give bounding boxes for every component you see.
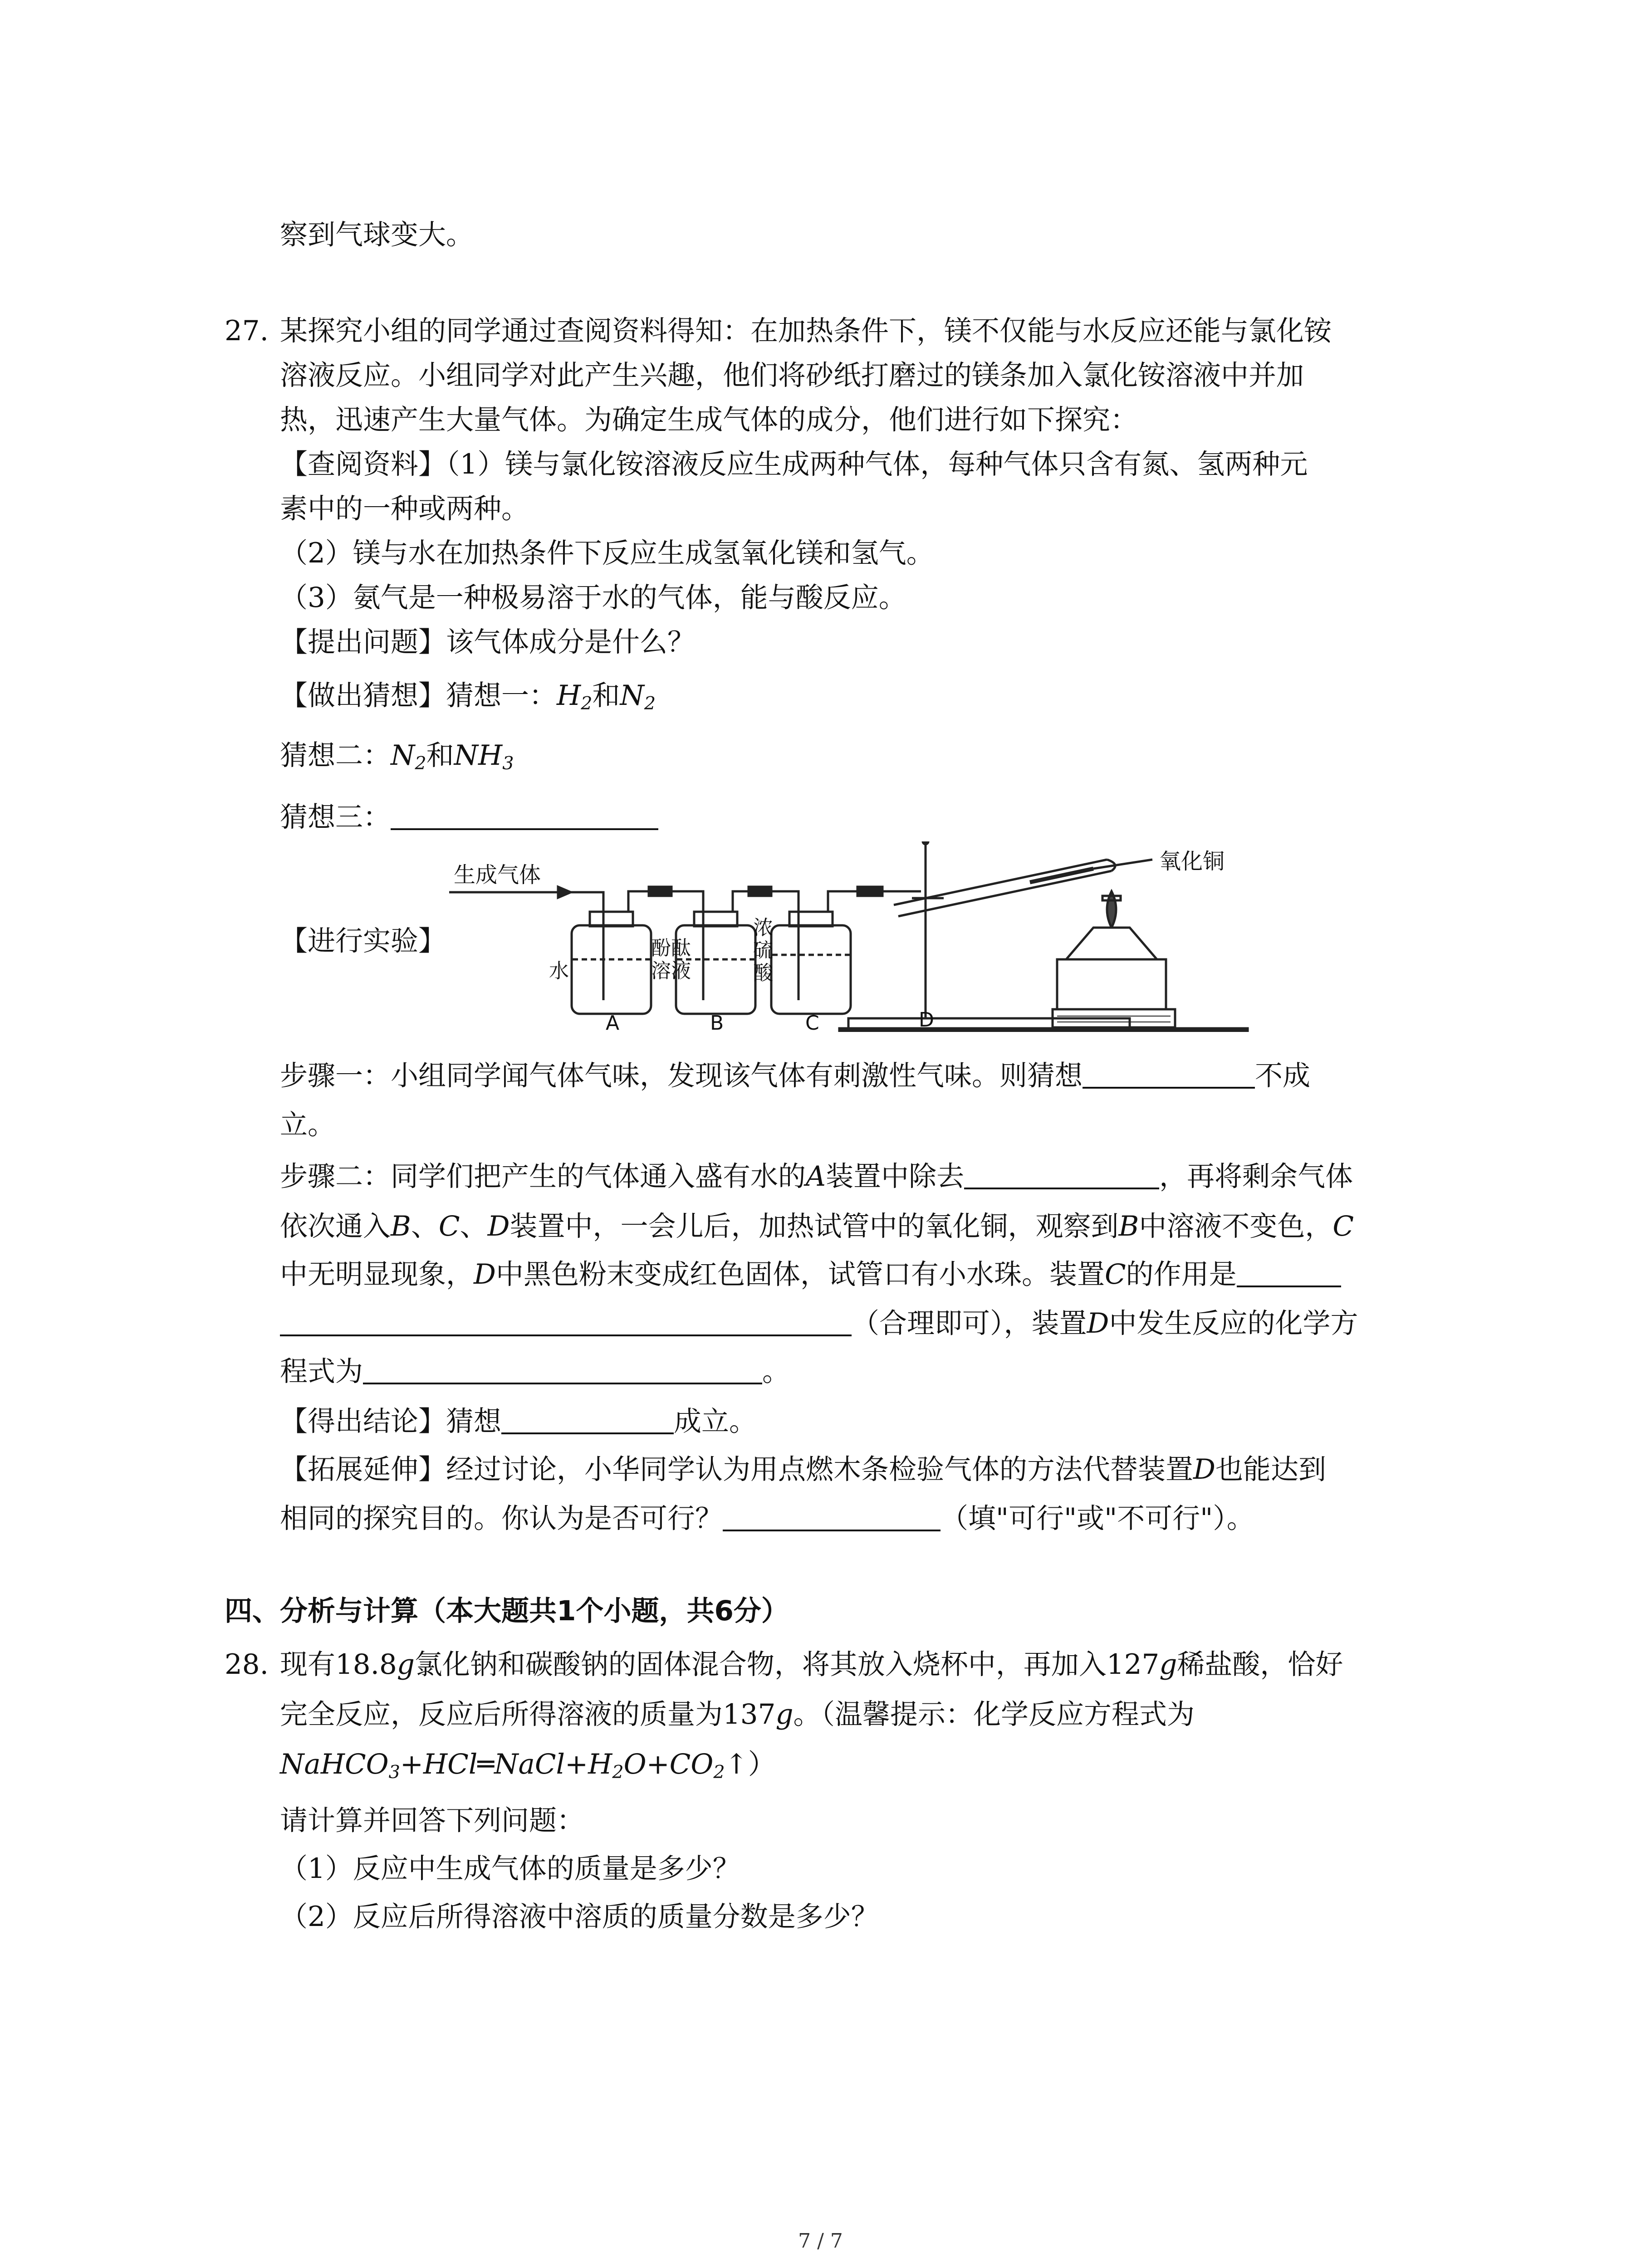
ref-item-1b: 素中的一种或两种。 [280, 493, 529, 525]
conclusion-text-a: 猜想 [446, 1405, 502, 1437]
guess-1-prefix: 猜想一： [446, 679, 557, 712]
step-2-text-c2: 中黑色粉末变成红色固体，试管口有小水珠。装置 [495, 1258, 1105, 1290]
step-2-line-5 [280, 1354, 790, 1390]
extension-text-a: 经过讨论，小华同学认为用点燃木条检验气体的方法代替装置 [446, 1453, 1194, 1486]
guess-label: 【做出猜想】 [280, 679, 446, 712]
q27-stem-line-1: 某探究小组的同学通过查阅资料得知：在加热条件下，镁不仅能与水反应还能与氯化铵 [280, 315, 1332, 347]
step-1-text-a: 步骤一：小组同学闻气体气味，发现该气体有刺激性气味。则猜想 [280, 1060, 1083, 1092]
q28-line-1: 现有18.8g氯化钠和碳酸钠的固体混合物，将其放入烧杯中，再加入127g稀盐酸，恰好 [280, 1648, 1343, 1681]
equation-blank[interactable] [363, 1357, 762, 1384]
conclusion-label: 【得出结论】 [280, 1405, 446, 1437]
q27-number: 27. [225, 315, 269, 347]
ref-item-2: （2）镁与水在加热条件下反应生成氢氧化镁和氢气。 [280, 537, 934, 569]
ref-item-1a: （1）镁与氯化铵溶液反应生成两种气体，每种气体只含有氮、氢两种元 [446, 448, 1308, 480]
step-2-sep-2: 、 [460, 1210, 488, 1242]
step-2-text-d1: （合理即可），装置 [852, 1307, 1087, 1339]
step-1-line [280, 1058, 1310, 1094]
ref-item-3: （3）氨气是一种极易溶于水的气体，能与酸反应。 [280, 582, 906, 614]
experiment-label: 【进行实验】 [280, 925, 446, 957]
step-2-blank-2a[interactable] [1237, 1260, 1341, 1287]
extension-blank[interactable] [723, 1504, 941, 1531]
q28-text-1c: 稀盐酸，恰好 [1177, 1648, 1343, 1681]
ref-line-1 [280, 446, 1308, 483]
guess-2-formula: $N_2$ [391, 739, 426, 774]
step-2-sep-1: 、 [411, 1210, 439, 1242]
diagram-label-D: D [919, 1008, 934, 1031]
diagram-acid-label-2: 硫 [753, 939, 773, 962]
q28-line-2: 完全反应，反应后所得溶液的质量为137g。（温馨提示：化学反应方程式为 [280, 1698, 1195, 1730]
step-1-tail: 立。 [280, 1109, 336, 1141]
step-1-text-b: 不成 [1255, 1060, 1311, 1092]
step-2-line-3: 中无明显现象，D中黑色粉末变成红色固体，试管口有小水珠。装置C的作用是 [280, 1256, 1341, 1293]
diagram-copper-oxide-label: 氧化铜 [1159, 849, 1225, 874]
intro-tail-text: 察到气球变大。 [280, 219, 474, 251]
diagram-label-C: C [805, 1012, 819, 1032]
step-2-text-a3: ，再将剩余气体 [1159, 1160, 1353, 1193]
question-text: 该气体成分是什么？ [446, 626, 696, 658]
guess-2-line: 猜想二：$N_2$和$NH_3$ [280, 739, 514, 774]
step-2-text-c1: 中无明显现象， [280, 1258, 474, 1290]
q28-text-1a: 现有18.8 [280, 1648, 397, 1681]
diagram-acid-label-3: 酸 [753, 962, 773, 985]
step-2-blank-2b[interactable] [280, 1309, 852, 1336]
guess-3-line [280, 799, 658, 836]
step-2-line-1: 步骤二：同学们把产生的气体通入盛有水的A装置中除去 ，再将剩余气体 [280, 1160, 1353, 1193]
conclusion-text-b: 成立。 [674, 1405, 757, 1437]
ref-label: 【查阅资料】 [280, 448, 446, 480]
diagram-water-label: 水 [549, 959, 569, 982]
extension-text-c: （填"可行"或"不可行"）。 [941, 1502, 1254, 1535]
diagram-gas-in-label: 生成气体 [454, 862, 541, 888]
step-2-text-c3: 的作用是 [1126, 1258, 1237, 1290]
step-2-line-2: 依次通入B、C、D装置中，一会儿后，加热试管中的氧化铜，观察到B中溶液不变色，C [280, 1210, 1354, 1242]
conclusion-blank[interactable] [501, 1407, 674, 1434]
step-2-text-e1: 程式为 [280, 1355, 363, 1388]
experiment-apparatus-diagram [449, 841, 1447, 1032]
diagram-phenol-label-1: 酚酞 [651, 937, 691, 960]
q28-sub-question-2: （2）反应后所得溶液中溶质的质量分数是多少？ [280, 1901, 879, 1933]
conclusion-line [280, 1403, 757, 1440]
step-2-text-e2: 。 [762, 1355, 790, 1388]
q28-number: 28. [225, 1648, 269, 1681]
step-2-text-a: 步骤二：同学们把产生的气体通入盛有水的 [280, 1160, 806, 1193]
q27-stem-line-3: 热，迅速产生大量气体。为确定生成气体的成分，他们进行如下探究： [280, 404, 1138, 436]
guess-3-prefix: 猜想三： [280, 801, 391, 833]
diagram-phenol-label-2: 溶液 [651, 959, 691, 982]
guess-2-prefix: 猜想二： [280, 739, 391, 772]
section-4-title: 四、分析与计算（本大题共1个小题，共6分） [225, 1595, 789, 1627]
q28-sub-question-1: （1）反应中生成气体的质量是多少？ [280, 1853, 740, 1885]
guess-1-formula: $H_2$ [557, 679, 593, 714]
q28-text-2b: 。（温馨提示：化学反应方程式为 [793, 1698, 1195, 1730]
step-2-text-d2: 中发生反应的化学方 [1109, 1307, 1358, 1339]
diagram-label-B: B [710, 1012, 724, 1032]
step-1-blank[interactable] [1083, 1061, 1255, 1089]
page-number: 7 / 7 [798, 2229, 843, 2253]
step-2-text-b1: 依次通入 [280, 1210, 391, 1242]
extension-line-2 [280, 1501, 1254, 1537]
guess-1-line: 【做出猜想】猜想一：$H_2$和$N_2$ [280, 679, 656, 714]
step-2-text-b4: 装置中，一会儿后，加热试管中的氧化铜，观察到 [509, 1210, 1119, 1242]
step-2-blank-1[interactable] [964, 1162, 1159, 1189]
q28-text-1b: 氯化钠和碳酸钠的固体混合物，将其放入烧杯中，再加入127 [414, 1648, 1160, 1681]
diagram-acid-label-1: 浓 [753, 916, 773, 939]
extension-line-1: 【拓展延伸】经过讨论，小华同学认为用点燃木条检验气体的方法代替装置D也能达到 [280, 1453, 1326, 1486]
q28-prompt: 请计算并回答下列问题： [280, 1804, 585, 1837]
step-2-text-a2: 装置中除去 [826, 1160, 965, 1193]
extension-text-a2: 也能达到 [1215, 1453, 1326, 1486]
q28-equation: $NaHCO_3+HCl═NaCl+H_2O+CO_2↑$） [280, 1748, 776, 1783]
q28-text-2a: 完全反应，反应后所得溶液的质量为137 [280, 1698, 776, 1730]
q27-stem-line-2: 溶液反应。小组同学对此产生兴趣，他们将砂纸打磨过的镁条加入氯化铵溶液中并加 [280, 359, 1304, 391]
diagram-label-A: A [606, 1012, 620, 1032]
step-2-line-4: （合理即可），装置D中发生反应的化学方 [280, 1305, 1358, 1342]
question-line [280, 624, 695, 660]
question-label: 【提出问题】 [280, 626, 446, 658]
extension-text-b: 相同的探究目的。你认为是否可行？ [280, 1502, 723, 1535]
step-2-text-b5: 中溶液不变色， [1139, 1210, 1333, 1242]
extension-label: 【拓展延伸】 [280, 1453, 446, 1486]
guess-3-blank[interactable] [391, 803, 658, 830]
